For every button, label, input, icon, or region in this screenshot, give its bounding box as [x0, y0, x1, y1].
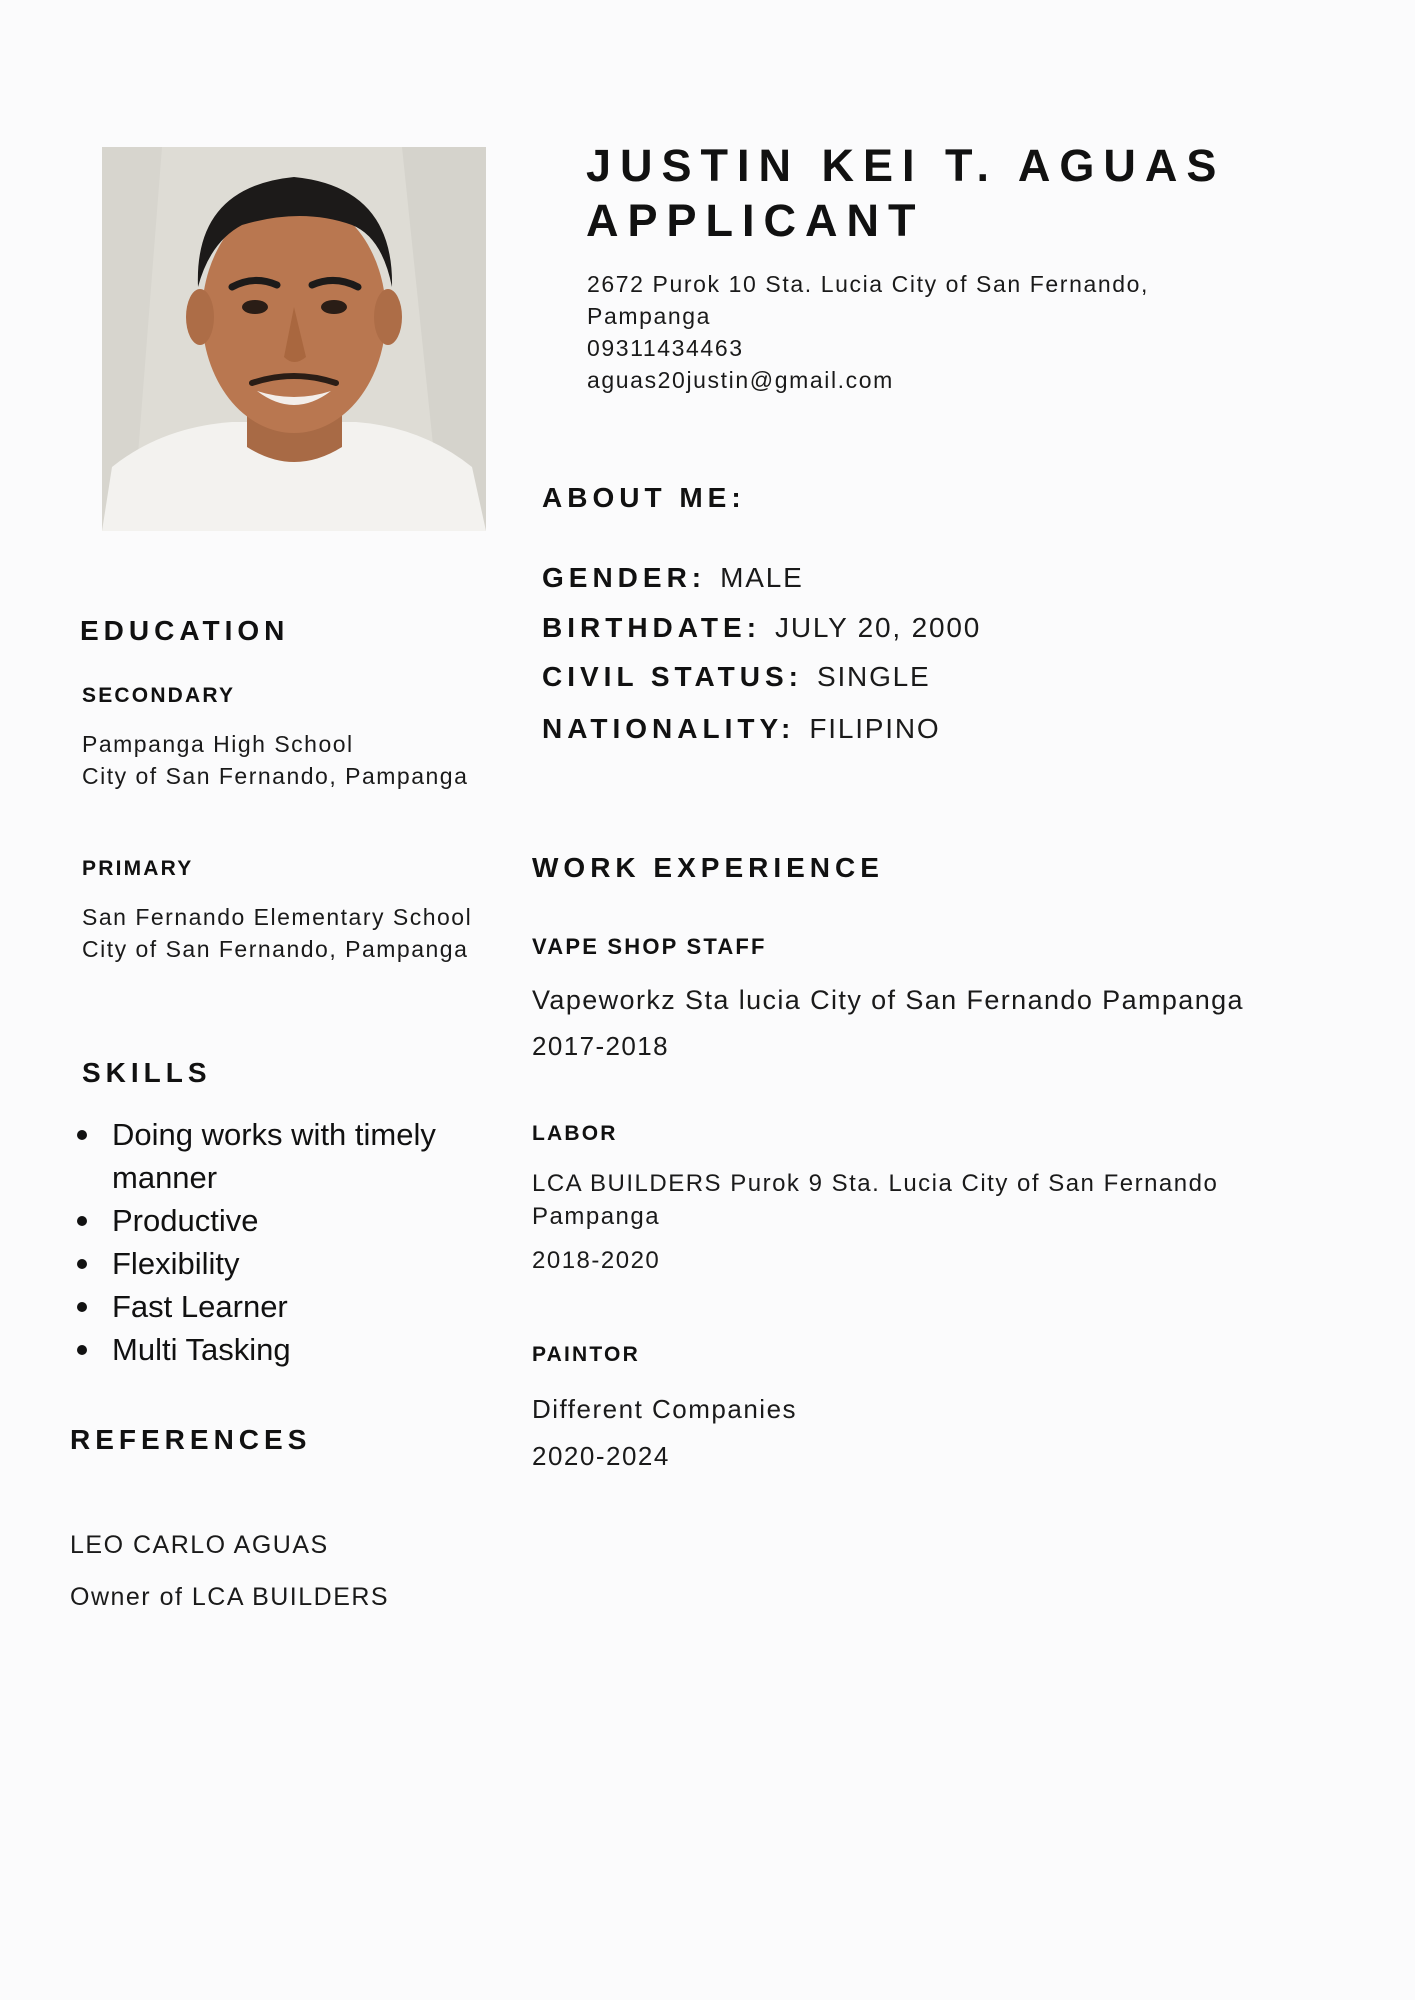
- education-school: Pampanga High School: [82, 731, 354, 757]
- job-years: 2017-2018: [532, 1031, 669, 1061]
- bullet-icon: [77, 1216, 87, 1226]
- list-item: [72, 1285, 472, 1328]
- job-years: 2020-2024: [532, 1441, 670, 1471]
- skill-label: Productive: [112, 1203, 259, 1238]
- skill-label: Flexibility: [112, 1246, 240, 1281]
- skills-heading: SKILLS: [82, 1057, 212, 1088]
- skill-label: Fast Learner: [112, 1289, 288, 1324]
- list-item: [72, 1199, 472, 1242]
- about-civil-status: [542, 661, 931, 693]
- email-address: aguas20justin@gmail.com: [587, 367, 894, 393]
- applicant-name: JUSTIN KEI T. AGUAS: [586, 140, 1226, 191]
- job-title: VAPE SHOP STAFF: [532, 934, 767, 959]
- bullet-icon: [77, 1302, 87, 1312]
- job-company: Pampanga: [532, 1203, 661, 1230]
- about-heading: ABOUT ME:: [542, 482, 746, 513]
- education-heading: EDUCATION: [80, 615, 290, 646]
- profile-photo: [102, 147, 486, 531]
- bullet-icon: [77, 1130, 87, 1140]
- address-line-1: 2672 Purok 10 Sta. Lucia City of San Fernando,: [587, 271, 1150, 297]
- list-item: [72, 1242, 472, 1285]
- job-years: 2018-2020: [532, 1247, 661, 1274]
- education-level: PRIMARY: [82, 857, 194, 880]
- about-label: BIRTHDATE:: [542, 612, 762, 643]
- skill-label: Doing works with timely manner: [112, 1117, 436, 1195]
- bullet-icon: [77, 1345, 87, 1355]
- job-title: PAINTOR: [532, 1343, 640, 1366]
- about-birthdate: [542, 612, 981, 644]
- about-gender: [542, 562, 804, 594]
- about-value: JULY 20, 2000: [775, 612, 982, 643]
- education-school: San Fernando Elementary School: [82, 904, 473, 930]
- phone-number: 09311434463: [587, 335, 744, 361]
- about-label: NATIONALITY:: [542, 713, 796, 744]
- list-item: [72, 1113, 472, 1199]
- job-title: LABOR: [532, 1122, 618, 1145]
- applicant-role: APPLICANT: [586, 195, 925, 246]
- references-heading: REFERENCES: [70, 1424, 312, 1455]
- about-label: CIVIL STATUS:: [542, 661, 803, 692]
- education-level: SECONDARY: [82, 684, 236, 707]
- bullet-icon: [77, 1259, 87, 1269]
- skills-list: [72, 1113, 472, 1371]
- about-label: GENDER:: [542, 562, 707, 593]
- work-heading: WORK EXPERIENCE: [532, 852, 884, 883]
- about-nationality: [542, 713, 940, 745]
- about-value: SINGLE: [817, 661, 931, 692]
- job-company: Different Companies: [532, 1394, 798, 1424]
- education-location: City of San Fernando, Pampanga: [82, 763, 469, 789]
- list-item: [72, 1328, 472, 1371]
- reference-name: LEO CARLO AGUAS: [70, 1531, 329, 1559]
- about-value: MALE: [720, 562, 804, 593]
- address-line-2: Pampanga: [587, 303, 712, 329]
- skill-label: Multi Tasking: [112, 1332, 291, 1367]
- job-company: LCA BUILDERS Purok 9 Sta. Lucia City of San Fernando: [532, 1170, 1219, 1197]
- job-company: Vapeworkz Sta lucia City of San Fernando Pampanga: [532, 985, 1244, 1015]
- education-location: City of San Fernando, Pampanga: [82, 936, 469, 962]
- about-value: FILIPINO: [809, 713, 941, 744]
- reference-position: Owner of LCA BUILDERS: [70, 1583, 390, 1611]
